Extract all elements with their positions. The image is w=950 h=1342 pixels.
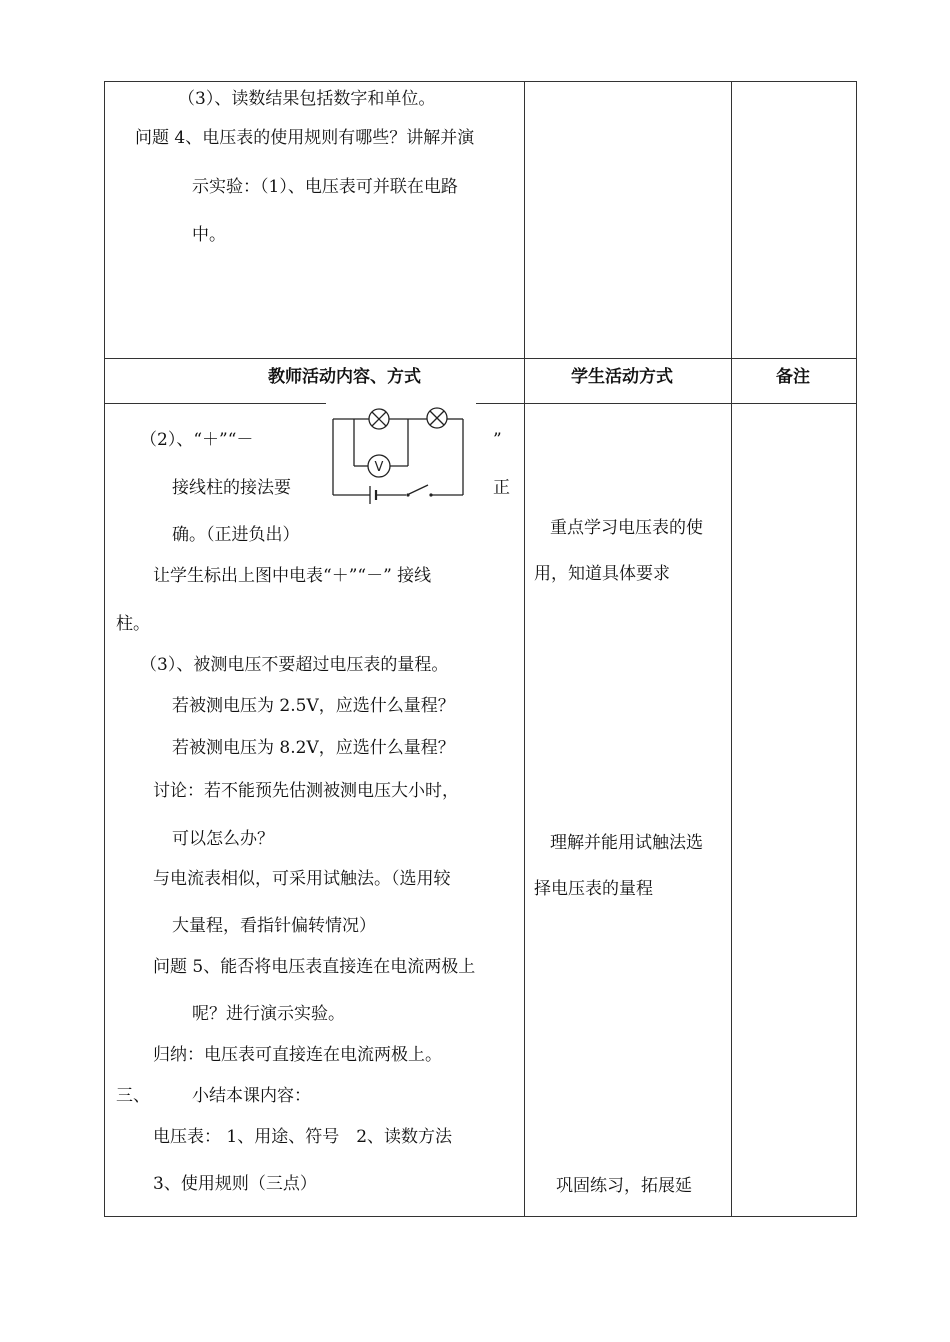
student-line-1: 重点学习电压表的使 — [550, 518, 703, 538]
student-line-4: 择电压表的量程 — [534, 879, 653, 899]
header-notes: 备注 — [776, 367, 810, 387]
header-teacher-activity: 教师活动内容、方式 — [268, 367, 421, 387]
voltmeter-label: V — [374, 460, 384, 475]
teacher-line-18: 3、使用规则（三点） — [153, 1174, 317, 1194]
switch-icon — [406, 485, 432, 497]
battery-icon — [370, 486, 376, 504]
top-line-2: 问题 4、电压表的使用规则有哪些？讲解并演 — [135, 128, 475, 148]
teacher-line-3: 确。（正进负出） — [172, 525, 300, 545]
circuit-diagram — [326, 402, 476, 510]
top-line-4: 中。 — [192, 225, 226, 245]
table-bottom-border — [104, 1216, 857, 1217]
teacher-line-13: 问题 5、能否将电压表直接连在电流两极上 — [153, 957, 476, 977]
teacher-line-12: 大量程，看指针偏转情况） — [172, 916, 376, 936]
teacher-line-5: 柱。 — [116, 614, 150, 634]
teacher-line-11: 与电流表相似，可采用试触法。（选用较 — [153, 869, 451, 889]
header-student-activity: 学生活动方式 — [571, 367, 673, 387]
teacher-line-4: 让学生标出上图中电表“＋”“－” 接线 — [153, 566, 432, 586]
teacher-line-17: 电压表： 1、用途、符号 2、读数方法 — [153, 1127, 453, 1147]
teacher-line-2b: 正 — [493, 478, 510, 498]
column-divider-1 — [524, 81, 525, 1217]
column-divider-2 — [731, 81, 732, 1217]
table-top-border — [104, 81, 857, 82]
top-line-1: （3）、读数结果包括数字和单位。 — [178, 89, 436, 109]
teacher-line-8: 若被测电压为 8.2V，应选什么量程？ — [172, 738, 455, 758]
voltmeter-icon — [368, 455, 390, 477]
teacher-line-1a: （2）、“＋”“－ — [140, 430, 254, 450]
teacher-line-16b: 小结本课内容： — [192, 1086, 311, 1106]
student-line-3: 理解并能用试触法选 — [550, 833, 703, 853]
lamp-2-icon — [427, 408, 447, 428]
table-header-top-border — [104, 358, 857, 359]
teacher-line-9: 讨论：若不能预先估测被测电压大小时， — [153, 781, 459, 801]
top-line-3: 示实验：（1）、电压表可并联在电路 — [192, 177, 458, 197]
teacher-line-2a: 接线柱的接法要 — [172, 478, 291, 498]
table-right-border — [856, 81, 857, 1217]
student-line-5: 巩固练习，拓展延 — [556, 1176, 692, 1196]
table-left-border — [104, 81, 105, 1217]
teacher-line-16a: 三、 — [116, 1086, 150, 1106]
table-header-bottom-border — [104, 403, 857, 404]
teacher-line-15: 归纳：电压表可直接连在电流两极上。 — [153, 1045, 442, 1065]
teacher-line-1b: ” — [493, 430, 502, 450]
lamp-1-icon — [369, 409, 389, 429]
teacher-line-6: （3）、被测电压不要超过电压表的量程。 — [140, 655, 449, 675]
teacher-line-14: 呢？进行演示实验。 — [192, 1004, 345, 1024]
student-line-2: 用，知道具体要求 — [534, 564, 670, 584]
teacher-line-10: 可以怎么办？ — [172, 829, 274, 849]
teacher-line-7: 若被测电压为 2.5V，应选什么量程？ — [172, 696, 455, 716]
